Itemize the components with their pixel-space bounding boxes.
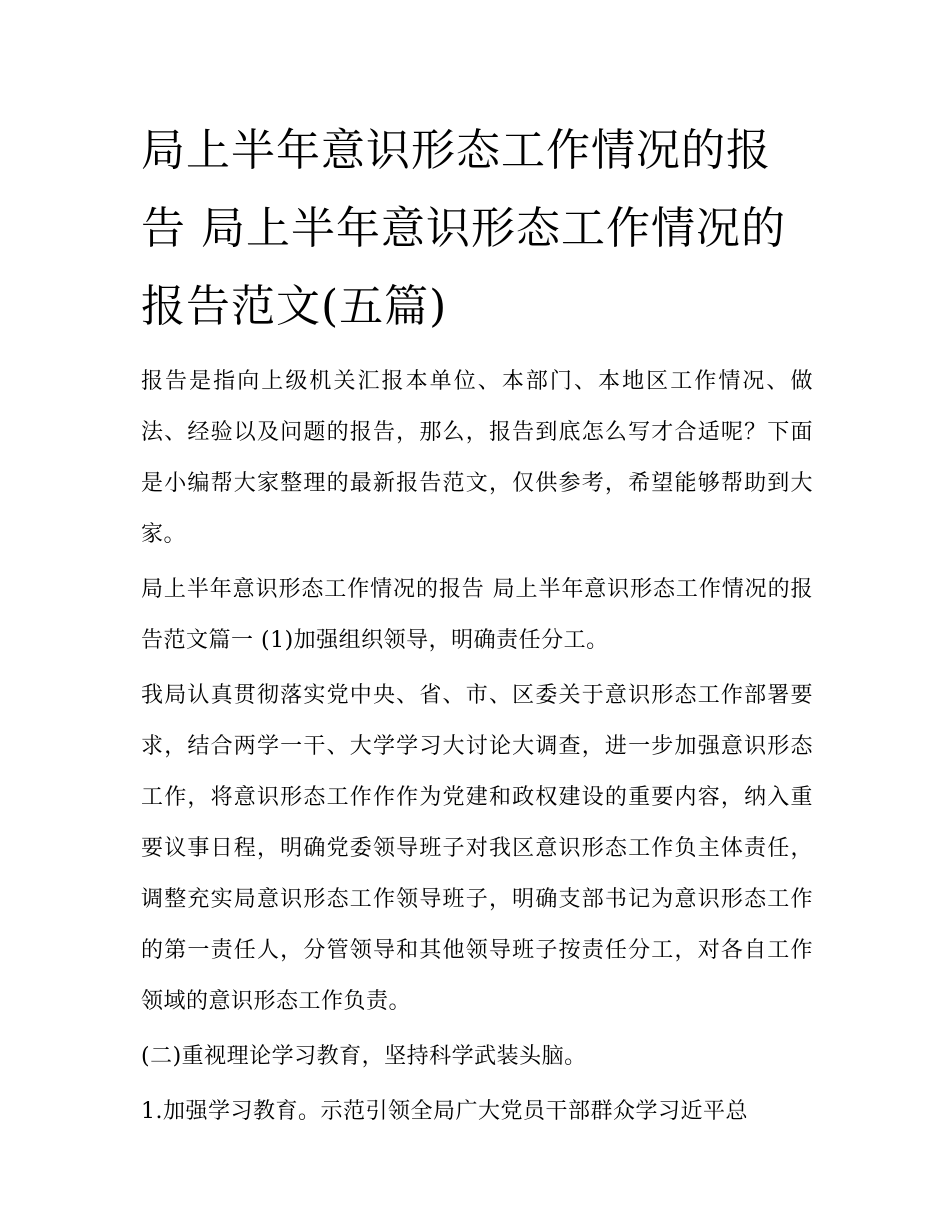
subsection-heading: (二)重视理论学习教育，坚持科学武装头脑。	[141, 1044, 587, 1069]
document-title: 局上半年意识形态工作情况的报告 局上半年意识形态工作情况的报告范文(五篇)	[141, 125, 786, 332]
document-body	[141, 112, 813, 1141]
section-heading-paragraph: 局上半年意识形态工作情况的报告 局上半年意识形态工作情况的报告范文篇一 (1)加强组织领导，明确责任分工。	[141, 577, 813, 653]
numbered-paragraph: 1.加强学习教育。示范引领全局广大党员干部群众学习近平总	[141, 1099, 748, 1124]
intro-paragraph: 报告是指向上级机关汇报本单位、本部门、本地区工作情况、做法、经验以及问题的报告，那么，报告到底怎么写才合适呢？下面是小编帮大家整理的最新报告范文，仅供参考，希望能够帮助到大家。	[141, 369, 813, 547]
body-paragraph: 我局认真贯彻落实党中央、省、市、区委关于意识形态工作部署要求，结合两学一干、大学学习大讨论大调查，进一步加强意识形态工作，将意识形态工作作作为党建和政权建设的重要内容，纳入重要议事日程，明确党委领导班子对我区意识形态工作负主体责任，调整充实局意识形态工作领导班子，明确支部书记为意识形态工作的第一责任人，分管领导和其他领导班子按责任分工，对各自工作领域的意识形态工作负责。	[141, 683, 813, 1014]
